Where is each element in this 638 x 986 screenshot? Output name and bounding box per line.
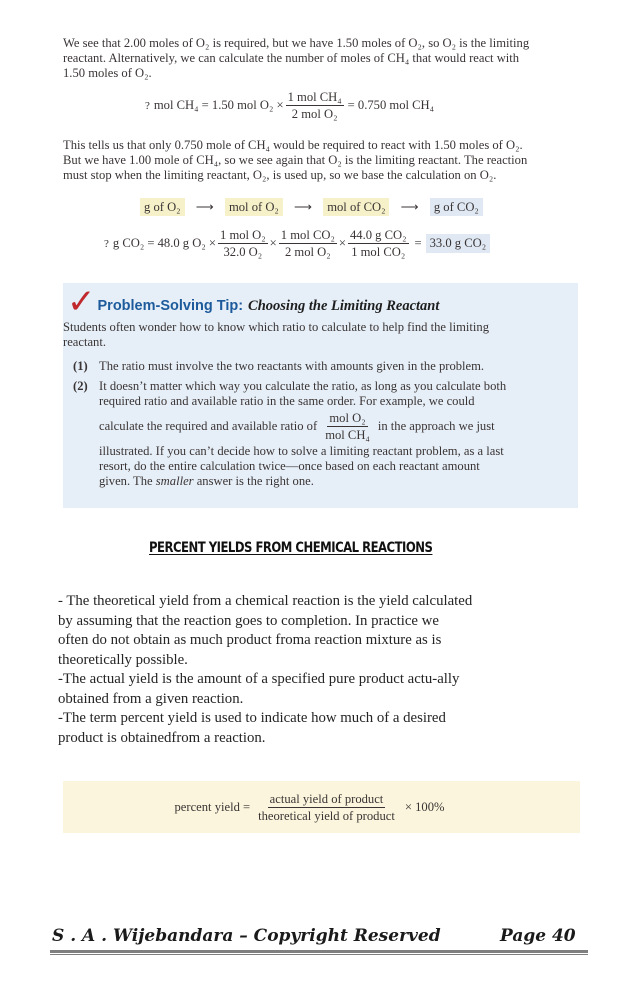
footer-rule-bottom xyxy=(50,954,588,955)
text-line: - The theoretical yield from a chemical reaction is the yield calculated xyxy=(58,593,473,609)
formula-lhs: percent yield = xyxy=(174,799,251,814)
section-heading: PERCENT YIELDS FROM CHEMICAL REACTIONS xyxy=(149,540,433,556)
text-line: illustrated. If you can’t decide how to solve a limiting reactant problem, as a last xyxy=(99,444,504,458)
text-line: required ratio and available ratio in the same order. For example, we could xyxy=(99,394,475,408)
footer-page-number: Page 40 xyxy=(500,926,576,946)
times-sign: × xyxy=(338,236,346,250)
item-number: (2) xyxy=(73,379,88,393)
equation-lhs: mol CH₄ = 1.50 mol O₂ × xyxy=(153,98,284,112)
flow-step-moles-co2: mol of CO₂ xyxy=(323,198,389,216)
arrow-icon: ⟶ xyxy=(293,200,313,214)
equation-moles-ch4 xyxy=(145,90,434,121)
fraction-denominator: 1 mol CO₂ xyxy=(351,245,406,259)
text-line: product is obtainedfrom a reaction. xyxy=(58,729,266,746)
problem-solving-tip-box xyxy=(63,283,578,508)
ratio-line xyxy=(99,411,578,442)
footer-rule-top xyxy=(50,950,588,953)
flow-step-grams-co2: g of CO₂ xyxy=(430,198,483,216)
fraction-numerator: actual yield of product xyxy=(269,791,384,806)
text-line: We see that 2.00 moles of O₂ is required, but we have 1.50 moles of O₂, so O₂ is the limiting xyxy=(63,36,530,50)
text-line: by assuming that the reaction goes to completion. In practice we xyxy=(58,612,439,629)
fraction-numerator: 44.0 g CO₂ xyxy=(349,228,407,242)
equation-rhs: = 0.750 mol CH₄ xyxy=(347,98,435,112)
text-line: must stop when the limiting reactant, O₂, is used up, so we base the calculation on O₂. xyxy=(63,168,497,182)
equation-lhs: g CO₂ = 48.0 g O₂ × xyxy=(112,236,216,250)
text-line: in the approach we just xyxy=(377,419,495,433)
tip-title: Problem-Solving Tip: xyxy=(97,298,244,314)
arrow-icon: ⟶ xyxy=(195,200,214,214)
flow-step-moles-o2: mol of O₂ xyxy=(225,198,283,216)
text-line: 1.50 moles of O₂. xyxy=(63,66,152,80)
therefore-symbol: ? xyxy=(104,237,109,250)
arrow-icon: ⟶ xyxy=(400,200,419,214)
flow-step-grams-o2: g of O₂ xyxy=(140,198,185,216)
fraction-denominator: 32.0 O₂ xyxy=(223,245,263,259)
middle-paragraph xyxy=(63,138,578,183)
formula-rhs: × 100% xyxy=(404,799,445,814)
conversion-fraction xyxy=(218,228,268,259)
item-number: (1) xyxy=(73,359,88,373)
text-line: Students often wonder how to know which ratio to calculate to help find the limiting xyxy=(63,320,490,334)
text-line xyxy=(99,474,578,489)
fraction-numerator: 1 mol O₂ xyxy=(220,228,266,242)
tip-item-2 xyxy=(73,379,578,489)
check-mark-icon: ✓ xyxy=(67,282,96,322)
text-line: This tells us that only 0.750 mole of CH₄ would be required to react with 1.50 moles of O₂. xyxy=(63,138,523,152)
conversion-flow xyxy=(140,199,483,215)
text-line: often do not obtain as much product froma reaction mixture as is xyxy=(58,632,442,648)
footer-author: S . A . Wijebandara – Copyright Reserved xyxy=(52,926,441,946)
equation-grams-co2 xyxy=(104,228,490,259)
text-line: -The actual yield is the amount of a specified pure product actu-ally xyxy=(58,671,460,687)
fraction-denominator: theoretical yield of product xyxy=(258,808,395,823)
fraction-denominator: 2 mol O₂ xyxy=(284,245,331,259)
text-line: But we have 1.00 mole of CH₄, so we see again that O₂ is the limiting reactant. The reaction xyxy=(63,153,528,167)
tip-item-1 xyxy=(73,359,573,374)
tip-subtitle: Choosing the Limiting Reactant xyxy=(248,297,440,314)
tip-header xyxy=(67,282,440,322)
item-text: The ratio must involve the two reactants with amounts given in the problem. xyxy=(99,359,485,373)
fraction-numerator: mol O₂ xyxy=(329,411,366,425)
equation-result: 33.0 g CO₂ xyxy=(426,234,491,253)
conversion-fraction xyxy=(279,228,337,259)
tip-intro xyxy=(63,320,575,350)
text-line: reactant. Alternatively, we can calculate the number of moles of CH₄ that would react with xyxy=(63,51,520,65)
text-line: -The term percent yield is used to indicate how much of a desired xyxy=(58,710,446,726)
text-line: It doesn’t matter which way you calculate the ratio, as long as you calculate both xyxy=(99,379,507,393)
text-line: theoretically possible. xyxy=(58,651,188,668)
percent-yield-formula-box xyxy=(63,781,580,833)
formula-fraction xyxy=(256,792,397,823)
equals-sign: = xyxy=(414,236,422,250)
text-line: calculate the required and available ratio of xyxy=(99,419,318,433)
fraction-numerator: 1 mol CO₂ xyxy=(280,228,335,242)
ratio-fraction xyxy=(323,411,372,442)
times-sign: × xyxy=(269,236,277,250)
fraction-denominator: 2 mol O₂ xyxy=(291,107,338,121)
conversion-fraction xyxy=(348,228,409,259)
text-line: resort, do the entire calculation twice—once based on each reactant amount xyxy=(99,459,480,473)
text-line: obtained from a given reaction. xyxy=(58,690,244,707)
body-text xyxy=(58,592,598,748)
text-fragment: given. The xyxy=(99,474,156,488)
top-paragraph xyxy=(63,36,578,81)
fraction-denominator: mol CH₄ xyxy=(325,428,370,442)
conversion-fraction xyxy=(286,90,344,121)
therefore-symbol: ? xyxy=(145,99,150,112)
text-line: reactant. xyxy=(63,335,106,349)
fraction-numerator: 1 mol CH₄ xyxy=(287,90,342,104)
emphasis-text: smaller xyxy=(155,474,194,488)
text-fragment: answer is the right one. xyxy=(193,474,314,488)
percent-yield-formula xyxy=(174,792,444,823)
